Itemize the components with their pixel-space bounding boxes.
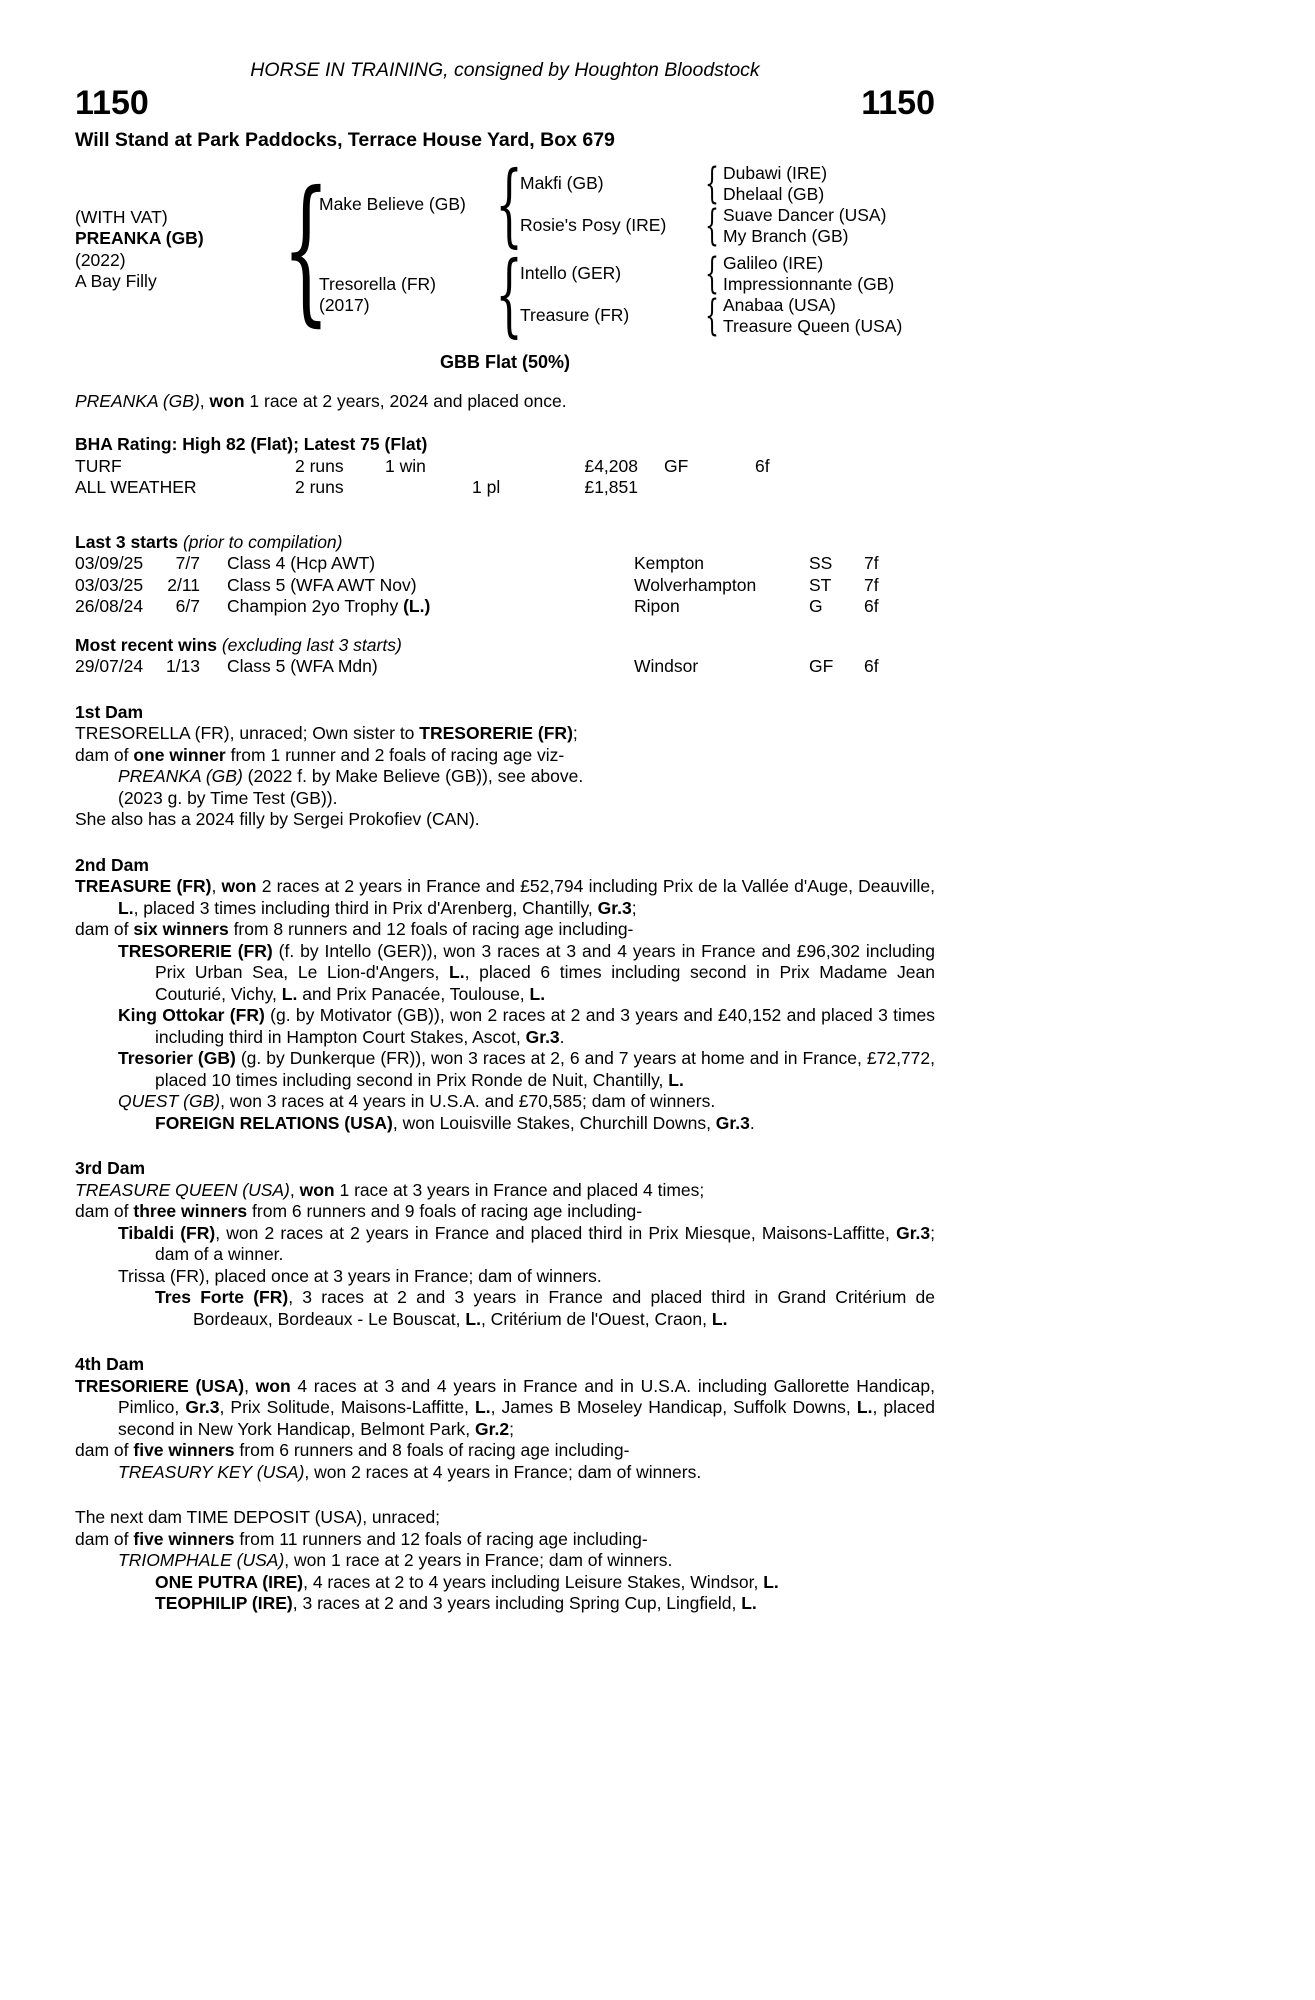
recent-wins-title: Most recent wins (excluding last 3 starts) [75,634,402,655]
vat-note: (WITH VAT) [75,206,168,227]
distance-cell: 6f [864,656,879,676]
going-cell [638,477,755,499]
position-cell: 1/13 [165,656,200,676]
position-cell: 2/11 [167,574,200,595]
distance-cell: 7f [864,553,879,573]
dam-parents [520,252,935,337]
section-heading-3rd-dam: 3rd Dam [75,1158,146,1178]
pedigree-paragraph: TREASURY KEY (USA), won 2 races at 4 years in France; dam of winners. [118,1461,702,1482]
dam-dam-parents [723,295,935,336]
horse-description: A Bay Filly [75,271,157,291]
date-cell: 26/08/24 [75,596,144,616]
runs-cell: 2 runs [295,477,344,497]
sire-dam-sire: Suave Dancer (USA) [723,205,887,225]
sire-name-text: Make Believe (GB) [319,194,466,215]
sire-dam-branch [520,205,935,246]
dam-sire-sire: Galileo (IRE) [723,253,824,273]
lot-number-right: 1150 [861,83,935,122]
race-cell: Champion 2yo Trophy (L.) [227,596,431,616]
dam-dam-name: Treasure (FR) [520,305,630,326]
pedigree-paragraph: dam of five winners from 6 runners and 8 foals of racing age including- [75,1440,630,1460]
pedigree-paragraph: QUEST (GB), won 3 races at 4 years in U.S.A. and £70,585; dam of winners. [118,1091,716,1111]
dam-name [319,274,498,315]
places-cell: 1 pl [472,477,501,497]
sire-parents [520,162,935,247]
curly-brace-icon [700,205,723,246]
pedigree-paragraph: TRESORELLA (FR), unraced; Own sister to TRESORERIE (FR); [75,723,578,743]
runs-cell: 2 runs [295,455,344,476]
pedigree-paragraph: dam of three winners from 6 runners and 9 foals of racing age including- [75,1201,643,1221]
race-cell: Class 4 (Hcp AWT) [227,553,376,573]
pedigree-paragraph: TREASURE QUEEN (USA), won 1 race at 3 years in France and placed 4 times; [75,1179,705,1200]
wins-cell: 1 win [385,455,426,476]
sire-name [319,194,498,215]
sire-sire-parents [723,163,935,204]
pedigree-paragraph: Tresorier (GB) (g. by Dunkerque (FR)), won 3 races at 2, 6 and 7 years at home and in France, £72,772, placed 10 times including second in Prix Ronde de Nuit, Chantilly, L. [118,1048,935,1090]
recent-wins-table [75,656,935,678]
pedigree-paragraph: dam of six winners from 8 runners and 12 foals of racing age including- [75,919,634,939]
race-cell: Class 5 (WFA Mdn) [227,656,378,676]
position-cell: 6/7 [175,596,200,616]
page-content [75,60,935,1615]
course-cell: Ripon [634,596,680,616]
date-cell: 29/07/24 [75,656,144,676]
distance-cell: 6f [755,455,770,476]
sire-sire-dam: Dhelaal (GB) [723,183,825,204]
race-cell: Class 5 (WFA AWT Nov) [227,574,417,595]
dam-sire-branch [520,253,935,294]
sire-sire-sire: Dubawi (IRE) [723,163,828,183]
section-heading-2nd-dam: 2nd Dam [75,854,149,875]
places-cell [472,456,545,478]
sire-sire-branch [520,163,935,204]
distance-cell: 6f [864,596,879,616]
sire-sire-name: Makfi (GB) [520,173,604,194]
pedigree-paragraph: TEOPHILIP (IRE), 3 races at 2 and 3 years including Spring Cup, Lingfield, L. [155,1593,757,1613]
curly-brace-icon [700,163,723,204]
going-cell: G [809,596,823,616]
sire-dam-dam: My Branch (GB) [723,225,849,246]
dam-dam-sire: Anabaa (USA) [723,295,836,315]
foaling-year: (2022) [75,249,126,270]
gbb-eligibility: GBB Flat (50%) [439,352,571,372]
section-heading-4th-dam: 4th Dam [75,1354,145,1374]
race-summary: PREANKA (GB), won 1 race at 2 years, 2024 and placed once. [75,390,567,411]
pedigree-paragraph: Tibaldi (FR), won 2 races at 2 years in France and placed third in Prix Miesque, Maisons-Laffitte, Gr.3; dam of a winner. [118,1222,936,1264]
last3-starts-title: Last 3 starts (prior to compilation) [75,531,343,552]
sire-dam-parents [723,205,935,246]
position-cell: 7/7 [175,553,200,573]
sire-dam-name: Rosie's Posy (IRE) [520,215,667,236]
curly-brace-icon [700,253,723,294]
curly-brace-icon [293,157,319,342]
distance-cell [755,477,935,499]
course-cell: Windsor [634,656,699,676]
curly-brace-icon [498,162,520,247]
dam-dam-branch [520,295,935,336]
pedigree-paragraph: She also has a 2024 filly by Sergei Prokofiev (CAN). [75,809,480,829]
course-cell: Wolverhampton [634,574,757,595]
pedigree-paragraph: TREASURE (FR), won 2 races at 2 years in France and £52,794 including Prix de la Vallée d'Auge, Deauville, L., placed 3 times including third in Prix d'Arenberg, Chantilly, Gr.3; [75,876,936,918]
pedigree-table [75,157,935,342]
consignment-header: HORSE IN TRAINING, consigned by Houghton Bloodstock [250,59,760,81]
lot-number-left: 1150 [75,83,149,122]
date-cell: 03/03/25 [75,574,144,595]
earnings-cell: £4,208 [584,455,638,476]
pedigree-paragraph: TRESORIERE (USA), won 4 races at 3 and 4 years in France and in U.S.A. including Gallorette Handicap, Pimlico, Gr.3, Prix Solitude, Maisons-Laffitte, L., James B Moseley Handicap, Suffolk Downs, L., placed second in New York Handicap, Belmont Park, Gr.2; [75,1375,936,1439]
date-cell: 03/09/25 [75,553,144,573]
dam-sire-parents [723,253,935,294]
pedigree-paragraph: The next dam TIME DEPOSIT (USA), unraced; [75,1507,441,1527]
horse-name: PREANKA (GB) [75,228,204,248]
pedigree-paragraph: King Ottokar (FR) (g. by Motivator (GB)), won 2 races at 2 and 3 years and £40,152 and placed 3 times including third in Hampton Court Stakes, Ascot, Gr.3. [118,1005,935,1047]
section-heading-1st-dam: 1st Dam [75,701,144,722]
dam-name-text: Tresorella (FR) [319,274,436,294]
lot-number-row [75,84,935,122]
dam-sire-dam: Impressionnante (GB) [723,273,895,294]
dam-foaling-year: (2017) [319,294,370,315]
bha-rating: BHA Rating: High 82 (Flat); Latest 75 (Flat) [75,434,428,454]
curly-brace-icon [700,295,723,336]
last3-starts-table [75,553,935,618]
surface-cell: TURF [75,455,122,476]
going-cell: SS [809,553,833,573]
wins-cell [385,477,472,499]
pedigree-paragraph: TRESORERIE (FR) (f. by Intello (GER)), won 3 races at 3 and 4 years in France and £96,302 including Prix Urban Sea, Le Lion-d'Angers, L., placed 6 times including second in Prix Madame Jean Couturié, Vichy, L. and Prix Panacée, Toulouse, L. [118,940,935,1004]
pedigree-paragraph: ONE PUTRA (IRE), 4 races at 2 to 4 years including Leisure Stakes, Windsor, L. [155,1571,779,1592]
distance-cell: 7f [864,574,879,595]
dam-sire-name: Intello (GER) [520,263,622,284]
going-cell: GF [664,455,689,476]
surface-cell: ALL WEATHER [75,477,197,497]
course-cell: Kempton [634,553,705,573]
pedigree-paragraph: (2023 g. by Time Test (GB)). [118,787,338,808]
pedigree-paragraph: dam of one winner from 1 runner and 2 foals of racing age viz- [75,744,565,765]
curly-brace-icon [498,252,520,337]
going-cell: GF [809,656,834,676]
pedigree-paragraph: dam of five winners from 11 runners and 12 foals of racing age including- [75,1528,648,1549]
sire-branch [319,162,935,247]
subject-horse [75,207,293,293]
pedigree-paragraph: Trissa (FR), placed once at 3 years in France; dam of winners. [118,1265,602,1286]
pedigree-paragraph: TRIOMPHALE (USA), won 1 race at 2 years in France; dam of winners. [118,1550,673,1570]
going-cell: ST [809,574,832,595]
pedigree-paragraph: PREANKA (GB) (2022 f. by Make Believe (GB)), see above. [118,766,584,786]
pedigree-paragraph: Tres Forte (FR), 3 races at 2 and 3 years in France and placed third in Grand Critérium de Bordeaux, Bordeaux - Le Bouscat, L., Critérium de l'Ouest, Craon, L. [155,1287,935,1329]
dam-branch [319,252,935,337]
dam-dam-dam: Treasure Queen (USA) [723,315,903,336]
pedigree-generations [319,157,935,342]
pedigree-paragraph: FOREIGN RELATIONS (USA), won Louisville Stakes, Churchill Downs, Gr.3. [155,1112,755,1133]
race-record-table [75,456,935,499]
earnings-cell: £1,851 [584,477,638,497]
stand-location: Will Stand at Park Paddocks, Terrace House Yard, Box 679 [75,128,615,151]
